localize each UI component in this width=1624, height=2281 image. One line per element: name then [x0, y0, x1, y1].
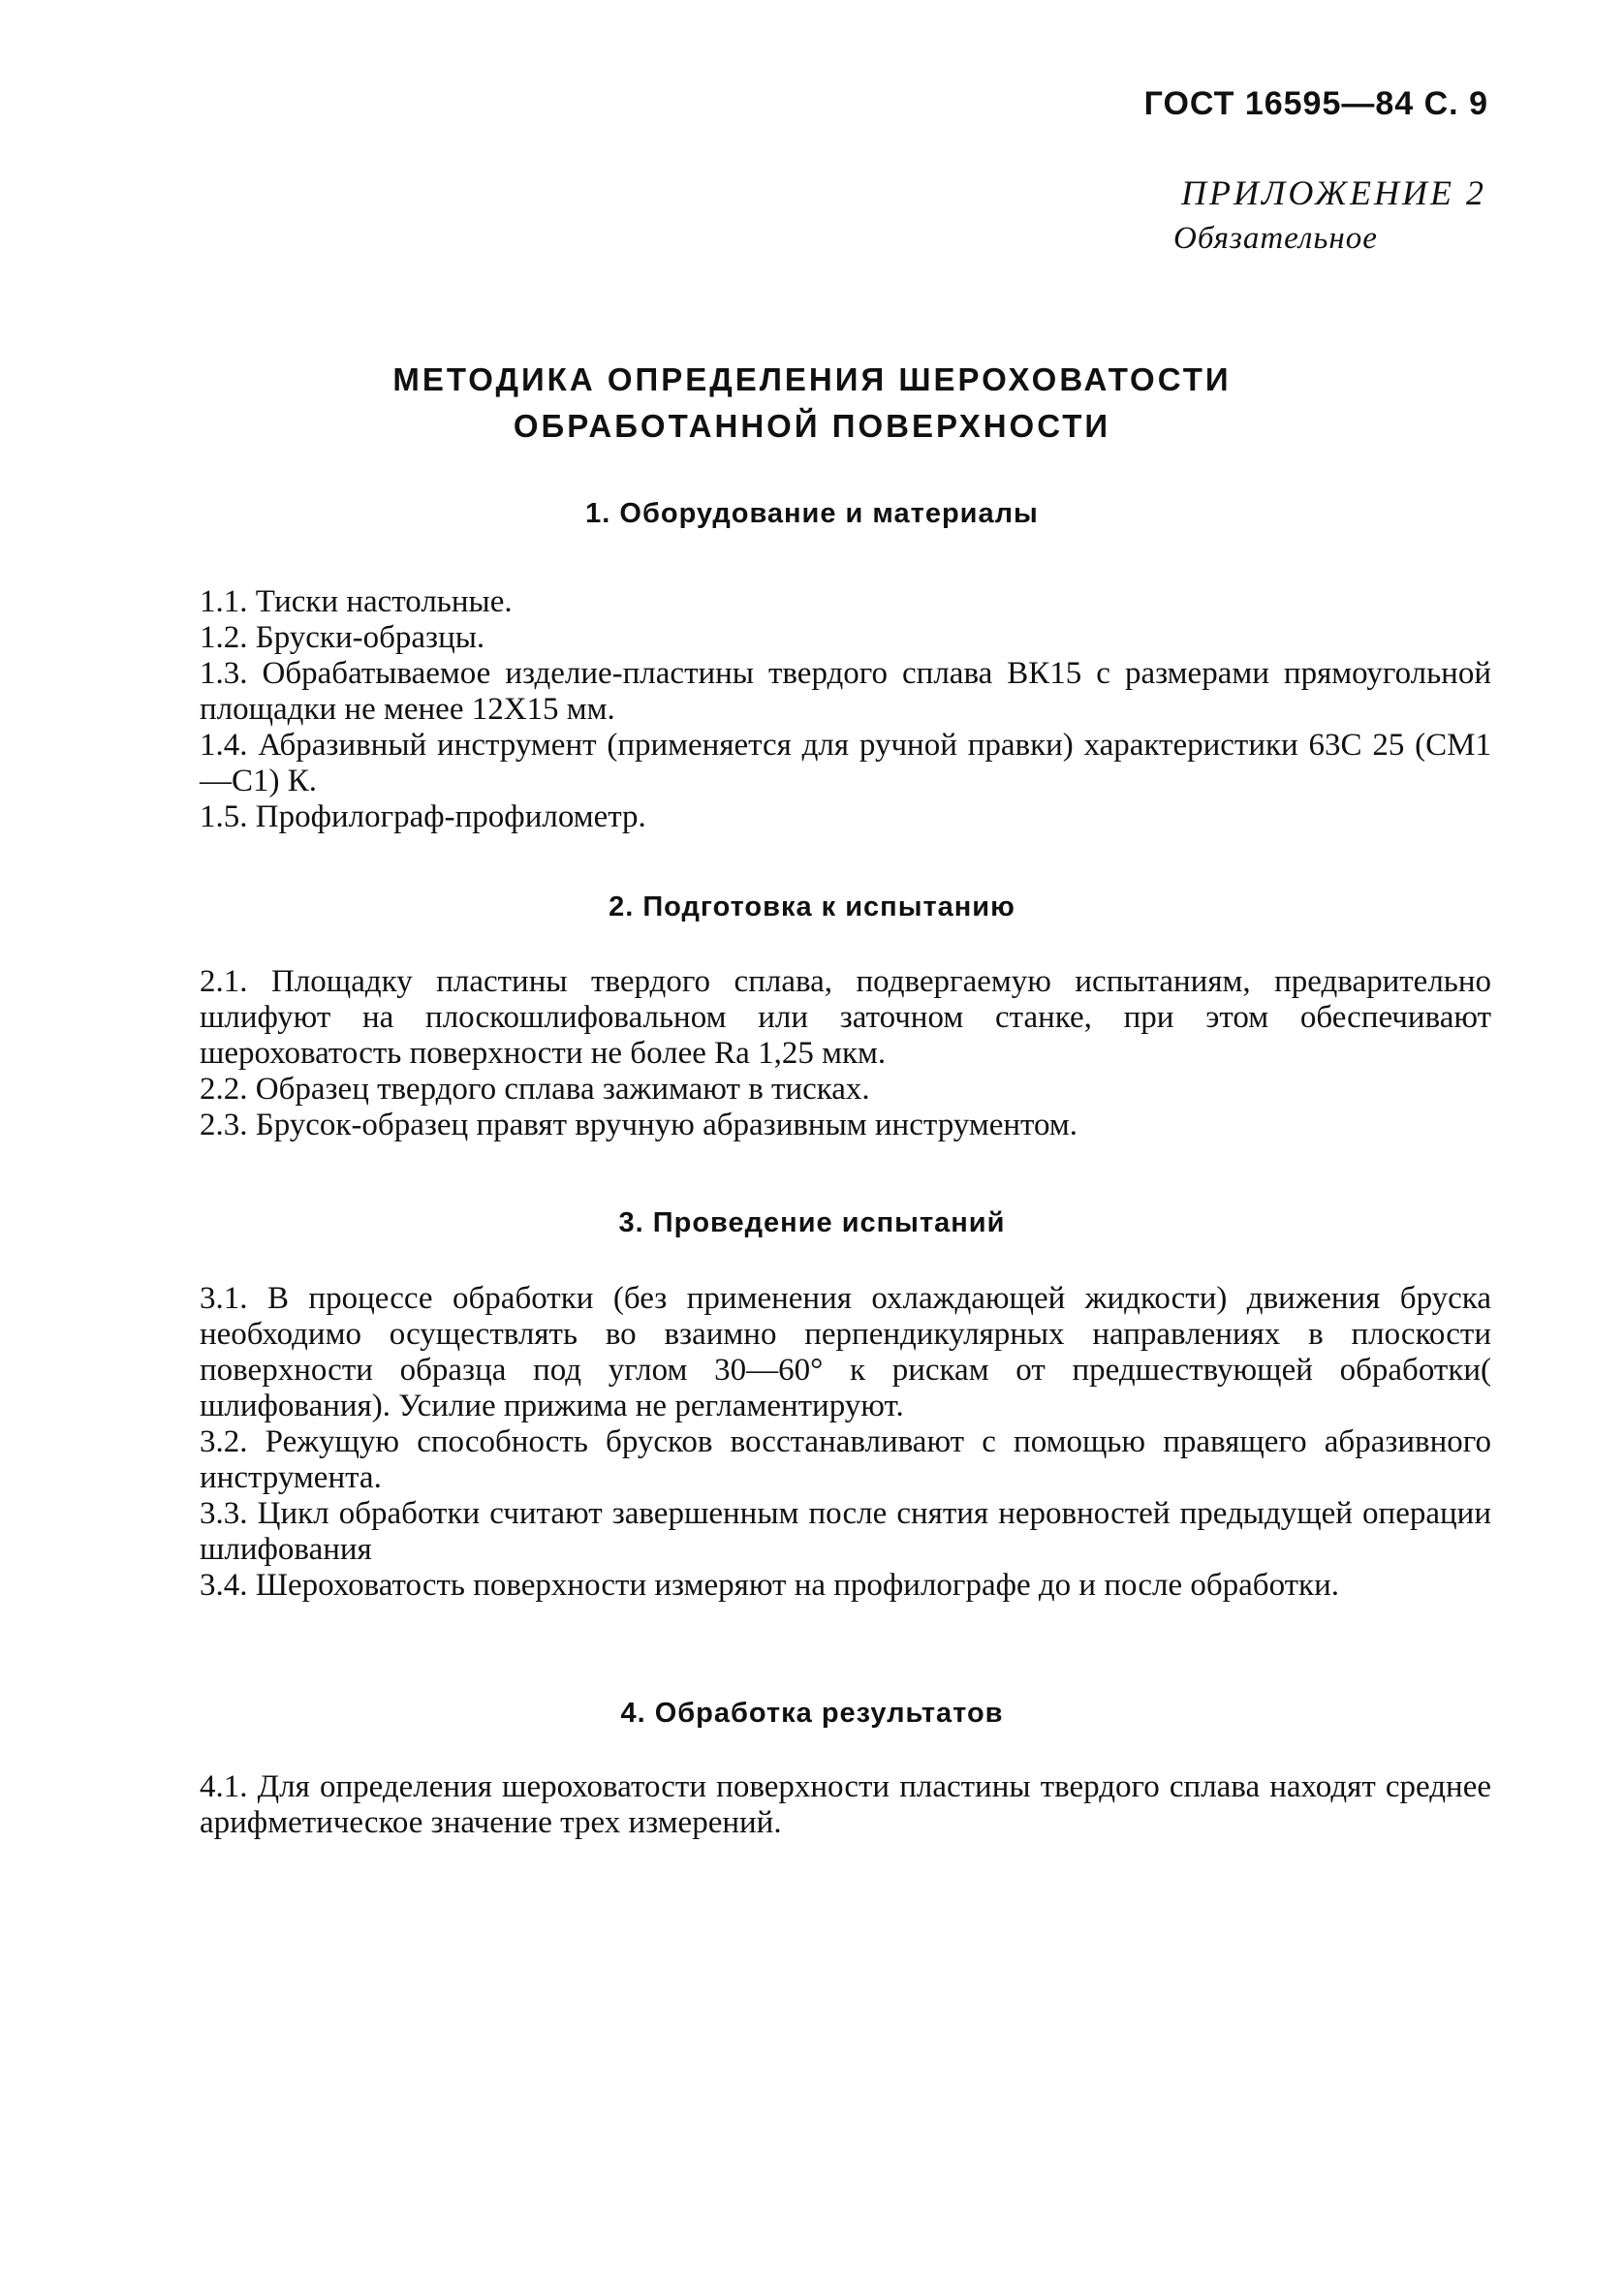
list-item: 1.1. Тиски настольные. [200, 584, 513, 619]
list-item: 3.3. Цикл обработки считают завершенным после снятия неровностей предыдущей операции шлифования [200, 1496, 1491, 1567]
list-item: 1.5. Профилограф-профилометр. [200, 799, 646, 834]
section-heading-equipment: 1. Оборудование и материалы [585, 498, 1039, 529]
list-item: 3.2. Режущую способность брусков восстанавливают с помощью правящего абразивного инструмента. [200, 1424, 1491, 1495]
document-title [194, 357, 1430, 450]
list-item: 2.3. Брусок-образец правят вручную абразивным инструментом. [200, 1108, 1078, 1142]
section-heading-results: 4. Обработка результатов [620, 1698, 1004, 1729]
list-item: 3.4. Шероховатость поверхности измеряют на профилографе до и после обработки. [200, 1568, 1339, 1603]
appendix-status: Обязательное [1173, 221, 1378, 256]
section-body-testing [200, 1281, 1491, 1604]
list-item: 1.3. Обрабатываемое изделие-пластины твердого сплава ВК15 с размерами прямоугольной площадки не менее 12Х15 мм. [200, 656, 1491, 727]
list-item: 2.1. Площадку пластины твердого сплава, подвергаемую испытаниям, предварительно шлифуют на плоскошлифовальном или заточном станке, при этом обеспечивают шероховатость поверхности не более Ra 1,25 мкм. [200, 964, 1491, 1071]
appendix-label: ПРИЛОЖЕНИЕ 2 [1181, 173, 1486, 212]
list-item: 1.2. Бруски-образцы. [200, 620, 485, 655]
title-line-1: МЕТОДИКА ОПРЕДЕЛЕНИЯ ШЕРОХОВАТОСТИ [392, 361, 1232, 397]
list-item: 3.1. В процессе обработки (без применения охлаждающей жидкости) движения бруска необходимо осуществлять во взаимно перпендикулярных направлениях в плоскости поверхности образца под углом 30—60° к рискам от предшествующей обработки( шлифования). Усилие прижима не регламентируют. [200, 1281, 1491, 1423]
title-line-2: ОБРАБОТАННОЙ ПОВЕРХНОСТИ [513, 408, 1111, 444]
section-body-results [200, 1769, 1491, 1841]
section-heading-testing: 3. Проведение испытаний [618, 1207, 1006, 1238]
section-body-preparation [200, 964, 1491, 1143]
list-item: 4.1. Для определения шероховатости поверхности пластины твердого сплава находят среднее арифметическое значение трех измерений. [200, 1769, 1491, 1840]
list-item: 1.4. Абразивный инструмент (применяется для ручной правки) характеристики 63С 25 (СМ1—С1) К. [200, 728, 1491, 798]
list-item: 2.2. Образец твердого сплава зажимают в тисках. [200, 1072, 870, 1107]
page-header: ГОСТ 16595—84 С. 9 [1143, 85, 1488, 122]
section-heading-preparation: 2. Подготовка к испытанию [609, 891, 1015, 922]
section-body-equipment [200, 584, 1491, 835]
